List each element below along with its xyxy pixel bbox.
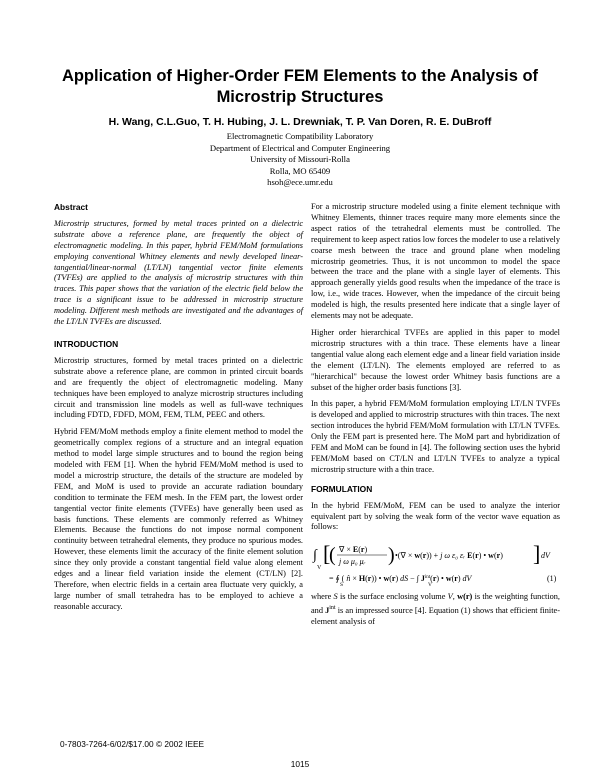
abstract-heading: Abstract xyxy=(54,202,88,212)
svg-text:= ∮ ( n̂ × H(r)) • w(r) dS − ∫: = ∮ ( n̂ × H(r)) • w(r) dS − ∫ $J^{int}(r)$ • w(r) dV xyxy=(329,574,472,584)
svg-text:j ω μ₀ μᵣ: j ω μ₀ μᵣ xyxy=(339,557,366,567)
svg-text:]: ] xyxy=(533,541,541,567)
affiliation-lab: Electromagnetic Compatibility Laboratory xyxy=(226,131,374,141)
svg-text:V: V xyxy=(428,582,432,588)
author-list: H. Wang, C.L.Guo, T. H. Hubing, J. L. Drewniak, T. P. Van Doren, R. E. DuBroff xyxy=(108,116,492,128)
abstract-text: Microstrip structures, formed by metal traces printed on a dielectric substrate above a reference plane, are frequently the object of electromagnetic modeling. In this paper, hybrid FEM/MoM formulations employing conventional Whitney elements and newly developed linear-tangential/linear-normal (LT/LN) tangential vector finite elements (TVFEs) are applied to the analysis of microstrip structures with thin traces. This paper shows that the variation of the electric field below the trace is a significant issue to be addressed in microstrip structure modeling. Different mesh methods are investigated and the advantages of the LT/LN TVFEs are discussed. xyxy=(54,218,303,327)
affiliation-block xyxy=(40,131,560,189)
svg-text:[: [ xyxy=(323,541,331,567)
page-number: 1015 xyxy=(290,759,310,769)
right-paragraph-3: In this paper, a hybrid FEM/MoM formulation employing LT/LN TVFEs is developed and applied to microstrip structures with thin traces. The next section introduces the hybrid FEM/MoM formulation with LT/LN TVFEs. Only the FEM part is presented here. The MoM part and hybridization of FEM and MoM can be found in [4]. The following section uses the hybrid FEM/MoM based on CT/LN and LT/LN TVFEs to analyze a typical microstrip structure with a thin trace. xyxy=(311,399,560,474)
equation-number: (1) xyxy=(547,574,557,584)
svg-text:(: ( xyxy=(329,544,336,567)
affiliation-email: hsoh@ece.umr.edu xyxy=(267,177,333,188)
svg-text:dV: dV xyxy=(541,551,550,561)
introduction-heading: INTRODUCTION xyxy=(54,338,119,349)
affiliation-department: Department of Electrical and Computer Engineering xyxy=(209,142,391,153)
formulation-after: where S is the surface enclosing volume V, w(r) is the weighting function, and $J^{int}$ is an impressed source [4]. Equation (1) shows that efficient finite-element analysis of xyxy=(311,592,560,626)
paper-title: Application of Higher-Order FEM Elements to the Analysis of Microstrip Structures xyxy=(61,67,539,106)
right-paragraph-1: For a microstrip structure modeled using a finite element technique with Whitney Elements, thinner traces require many more elements since the aspect ratios of the tetrahedral elements must be controlled. The requirement to keep aspect ratios low forces the modeler to use a relatively coarse mesh between the trace and ground plane when modeling microstrip geometries. Thus, it is not uncommon to model the space between the trace and the plane with a single layer of elements. This approach generally yields good results when the impedance of the trace is low, i.e., wide traces. However, when the impedance of the circuit being modeled is high, the results presented here indicate that a single layer of elements may not be adequate. xyxy=(311,202,560,321)
right-column xyxy=(311,202,560,634)
svg-text:•(∇ × w(r)) + j ω ε₀ εᵣ E(r) •: •(∇ × w(r)) + j ω ε₀ εᵣ E(r) • w(r) xyxy=(395,551,503,561)
weak-form-equation xyxy=(311,539,560,587)
intro-paragraph-2: Hybrid FEM/MoM methods employ a finite element method to model the geometrically complex regions of a structure and an integral equation method to model large simple structures and to bound the region being modeled with FEM [1]. When the hybrid FEM/MoM method is used to model a microstrip structure, the details of the structure are modeled by FEM, and MoM is used to provide an accurate radiation boundary condition to terminate the FEM mesh. In the FEM part, the lowest order tangential vector finite elements (TVFEs) have generally been used as basis functions. These elements are commonly referred as Whitney Elements. Because the functions do not impose normal component continuity between tetrahedral elements, they produce no spurious modes. However, these elements limit the accuracy of the finite element solution since they only provide a constant tangential field value along element edges and a linear field variation inside the element (CT/LN) [2]. Therefore, when electric fields in a certain area fluctuate very quickly, a large number of small tetrahedra has to be employed to achieve a reasonable accuracy. xyxy=(54,427,303,611)
svg-text:∇ × E(r): ∇ × E(r) xyxy=(339,545,368,555)
svg-text:): ) xyxy=(388,544,395,567)
affiliation-university: University of Missouri-Rolla xyxy=(250,154,350,165)
affiliation-city: Rolla, MO 65409 xyxy=(269,165,331,176)
svg-text:V: V xyxy=(317,565,322,572)
intro-paragraph-1: Microstrip structures, formed by metal traces printed on a dielectric substrate above a reference plane, are common in printed circuit boards and are frequently the object of electromagnetic modeling. Many techniques have been employed to analyze microstrip structures including circuit and transmission line models as well as full-wave techniques including FDTD, FDFD, MOM, FEM, TLM, PEEC and others. xyxy=(54,355,303,420)
formulation-heading: FORMULATION xyxy=(311,483,373,494)
formulation-intro: In the hybrid FEM/MoM, FEM can be used to analyze the interior equivalent part by solving the weak form of the vector wave equation as follows: xyxy=(311,500,560,532)
svg-text:∫: ∫ xyxy=(313,548,317,564)
copyright-notice: 0-7803-7264-6/02/$17.00 © 2002 IEEE xyxy=(60,739,205,749)
equation-1 xyxy=(311,539,560,587)
right-paragraph-2: Higher order hierarchical TVFEs are applied in this paper to model microstrip structures with a thin trace. These elements have a linear tangential value along each element edge and a linear field variation inside the element (LT/LN). The elements employed are referred to as "hierarchical" because the lowest order Whitney basis functions are a subset of the higher order basis functions [3]. xyxy=(311,327,560,392)
left-column xyxy=(54,202,303,619)
svg-text:S: S xyxy=(340,582,344,588)
